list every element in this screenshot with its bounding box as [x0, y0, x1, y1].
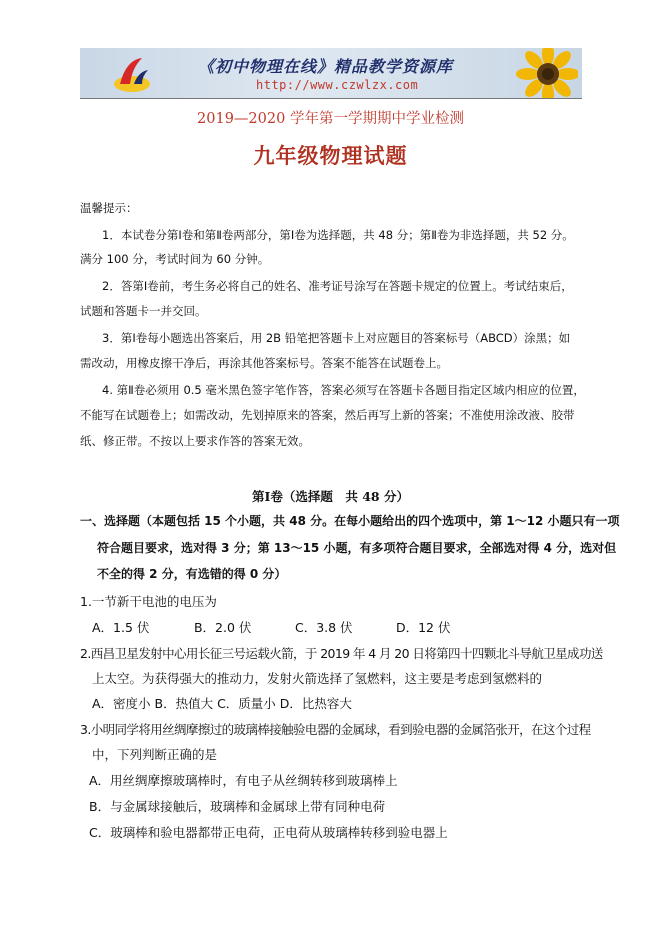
question-stem: 3.小明同学将用丝绸摩擦过的玻璃棒接触验电器的金属球，看到验电器的金属箔张开，在这个过程 — [80, 722, 591, 737]
tips-line: 纸、修正带。不按以上要求作答的答案无效。 — [80, 434, 310, 448]
question-stem: 1.一节新干电池的电压为 — [80, 594, 217, 609]
question-options — [92, 618, 450, 636]
option-b: B．与金属球接触后，玻璃棒和金属球上带有同种电荷 — [89, 799, 386, 814]
question-stem: 2.西昌卫星发射中心用长征三号运载火箭，于 2019 年 4 月 20 日将第四十四颗北斗导航卫星成功送 — [80, 646, 603, 661]
option-c: C．玻璃棒和验电器都带正电荷，正电荷从玻璃棒转移到验电器上 — [89, 825, 448, 840]
banner-divider — [80, 98, 582, 99]
header-banner — [80, 48, 582, 98]
question-stem: 中，下列判断正确的是 — [92, 747, 218, 762]
section-title: 第Ⅰ卷（选择题 共 48 分） — [252, 489, 409, 504]
site-logo-icon — [112, 54, 152, 94]
tips-line: 1．本试卷分第Ⅰ卷和第Ⅱ卷两部分，第Ⅰ卷为选择题，共 48 分；第Ⅱ卷为非选择题，共 52 分。 — [102, 228, 574, 242]
tips-line: 2．答第Ⅰ卷前，考生务必将自己的姓名、准考证号涂写在答题卡规定的位置上。考试结束后， — [102, 279, 573, 293]
sunflower-icon — [508, 48, 578, 98]
option-c: C．3.8 伏 — [294, 620, 353, 635]
option-a: A．用丝绸摩擦玻璃棒时，有电子从丝绸转移到玻璃棒上 — [89, 773, 398, 788]
question-stem: 上太空。为获得强大的推动力，发射火箭选择了氢燃料，这主要是考虑到氢燃料的 — [92, 671, 543, 686]
banner-title: 《初中物理在线》精品教学资源库 — [198, 57, 454, 76]
tips-line: 需改动，用橡皮擦干净后，再涂其他答案标号。答案不能答在试题卷上。 — [80, 356, 448, 370]
exam-subtitle: 2019—2020 学年第一学期期中学业检测 — [197, 111, 464, 127]
exam-title: 九年级物理试题 — [253, 143, 408, 168]
tips-line: 试题和答题卡一并交回。 — [80, 304, 207, 318]
section-instructions: 一、选择题（本题包括 15 个小题，共 48 分。在每小题给出的四个选项中，第 1～12 小题只有一项 — [80, 514, 620, 528]
question-options: A．密度小 B．热值大 C．质量小 D．比热容大 — [92, 696, 352, 711]
section-instructions: 符合题目要求，选对得 3 分；第 13～15 小题，有多项符合题目要求，全部选对得 4 分，选对但 — [97, 541, 617, 555]
tips-line: 3．第Ⅰ卷每小题选出答案后，用 2B 铅笔把答题卡上对应题目的答案标号（ABCD）涂黑；如 — [102, 331, 571, 345]
tips-line: 不能写在试题卷上；如需改动，先划掉原来的答案，然后再写上新的答案；不准使用涂改液、胶带 — [80, 408, 575, 422]
option-b: B．2.0 伏 — [193, 620, 252, 635]
tips-heading: 温馨提示： — [80, 201, 138, 215]
section-instructions: 不全的得 2 分，有选错的得 0 分） — [97, 567, 287, 581]
tips-line: 满分 100 分，考试时间为 60 分钟。 — [80, 252, 270, 266]
option-a: A．1.5 伏 — [92, 620, 150, 635]
tips-line: 4. 第Ⅱ卷必须用 0.5 毫米黑色签字笔作答，答案必须写在答题卡各题目指定区域内相应的位置， — [102, 383, 585, 397]
banner-url: http://www.czwlzx.com — [256, 78, 419, 92]
option-d: D．12 伏 — [395, 620, 451, 635]
